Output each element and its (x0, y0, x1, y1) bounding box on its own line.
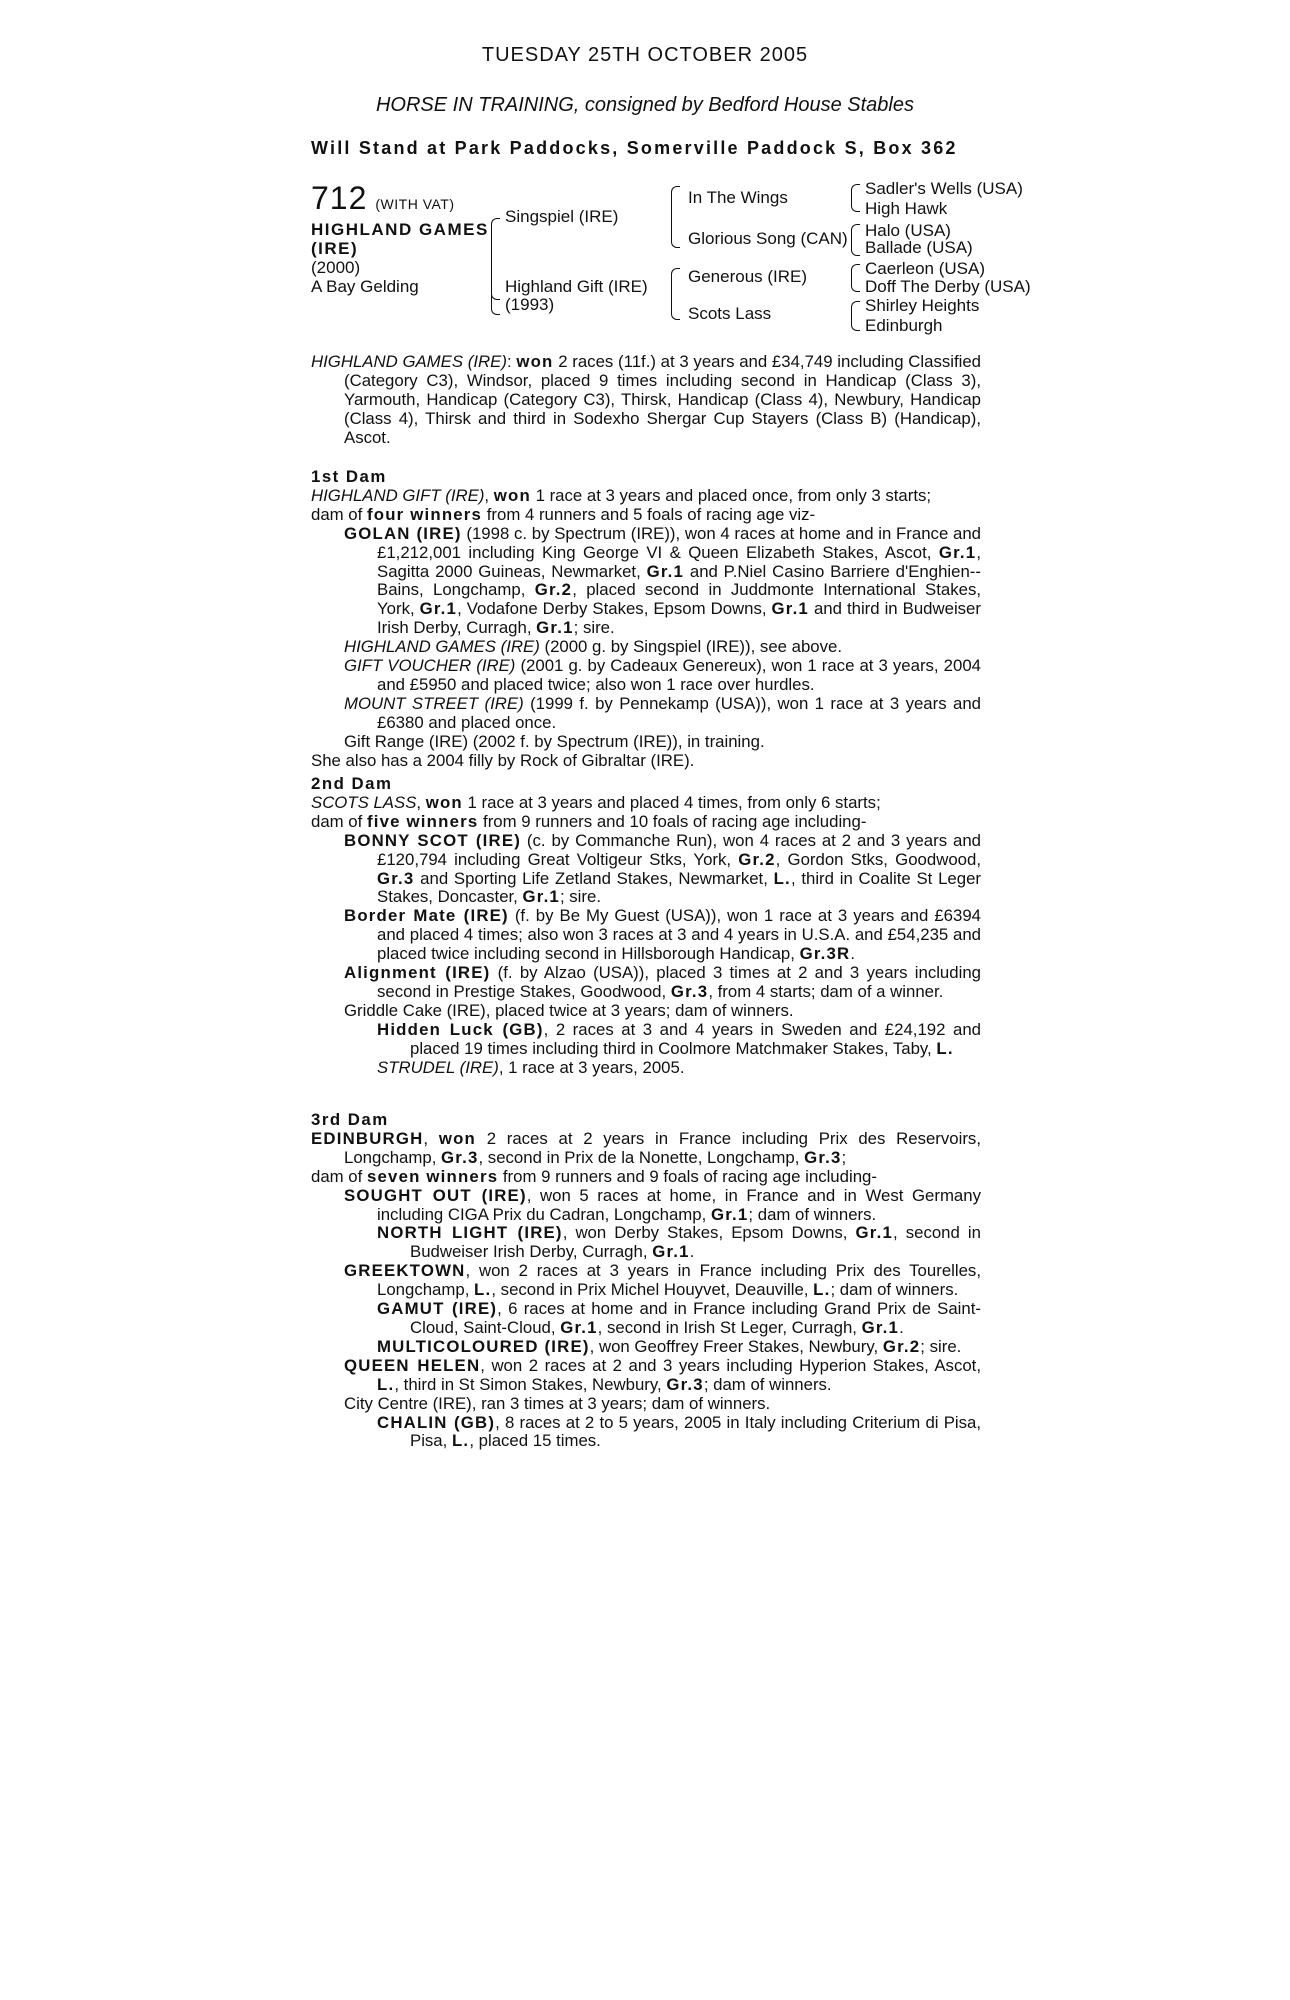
progeny-text: , won 5 races at home, in France and in West Germany including CIGA Prix du Cadran, Longchamp, (377, 1185, 981, 1224)
progeny-entry (311, 1357, 981, 1395)
grade: L. (936, 1038, 954, 1058)
section-heading: 2nd Dam (311, 774, 393, 793)
progeny-text: ; sire. (559, 887, 601, 907)
grade: Gr.2 (738, 849, 776, 869)
progeny-name: SOUGHT OUT (IRE) (344, 1185, 527, 1205)
progeny-text: , won Derby Stakes, Epsom Downs, (562, 1223, 856, 1243)
pedigree-dam: Highland Gift (IRE) (505, 277, 648, 296)
pedigree-dds: Shirley Heights (865, 296, 980, 315)
progeny-text: , from 4 starts; dam of a winner. (708, 981, 944, 1001)
pedigree-brace-ss (671, 186, 680, 248)
grade: Gr.3 (666, 1374, 704, 1394)
grade: Gr.3 (804, 1147, 842, 1167)
grade: Gr.3R (799, 944, 851, 964)
dam-text: dam of (311, 1166, 367, 1186)
summary-text: : (506, 352, 517, 371)
grade: L. (451, 1431, 470, 1451)
first-dam-section (311, 468, 981, 771)
pedigree-dsd: Doff The Derby (USA) (865, 277, 1031, 296)
pedigree-sds: Halo (USA) (865, 221, 951, 240)
progeny-entry (311, 1224, 981, 1262)
progeny-entry (311, 1338, 981, 1357)
progeny-text: , 6 races at home and in France including Grand Prix de Saint-Cloud, Saint-Cloud, (410, 1299, 981, 1337)
progeny-entry (311, 1300, 981, 1338)
progeny-name: GOLAN (IRE) (344, 523, 462, 543)
pedigree-dss: Caerleon (USA) (865, 259, 985, 278)
progeny-text: . (850, 944, 856, 964)
horse-identity (311, 220, 489, 296)
dam-text: 1 race at 3 years and placed once, from only 3 starts; (530, 485, 932, 505)
second-dam-section (311, 775, 981, 1078)
progeny-name: GAMUT (IRE) (377, 1299, 498, 1319)
dam-text: from 9 runners and 9 foals of racing age including- (498, 1166, 877, 1186)
progeny-text: (f. by Be My Guest (USA)), won 1 race at 3 years and £6394 and placed 4 times; also won 3 races at 3 and 4 years in U.S.A. and £54,235 and placed twice including second in Hillsborough Handicap, (377, 906, 981, 964)
pedigree-brace-dam (491, 258, 500, 315)
sale-date: TUESDAY 25TH OCTOBER 2005 (481, 44, 809, 66)
dam-text: from 4 runners and 5 foals of racing age viz- (482, 504, 816, 524)
progeny-name: GREEKTOWN (344, 1261, 466, 1281)
grade: Gr.3 (441, 1147, 479, 1167)
grade: Gr.1 (938, 542, 977, 562)
pedigree-ddd: Edinburgh (865, 316, 943, 335)
grade: Gr.2 (534, 580, 573, 600)
horse-name-line2: (IRE) (311, 239, 359, 258)
pedigree-sss: Sadler's Wells (USA) (865, 179, 1023, 198)
progeny-text: . (689, 1242, 695, 1262)
pedigree-brace-4 (851, 301, 860, 331)
pedigree-sdd: Ballade (USA) (865, 238, 973, 257)
won-label: won (425, 792, 463, 812)
progeny-text: (1999 f. by Pennekamp (USA)), won 1 race at 3 years and £6380 and placed once. (377, 693, 981, 732)
winners-count: five winners (366, 811, 479, 831)
progeny-name: MULTICOLOURED (IRE) (377, 1336, 590, 1356)
grade: Gr.3 (670, 981, 709, 1001)
progeny-entry (311, 1021, 981, 1059)
progeny-entry: Griddle Cake (IRE), placed twice at 3 years; dam of winners. (344, 1000, 794, 1020)
grade: Gr.1 (560, 1317, 598, 1337)
horse-description: A Bay Gelding (311, 277, 419, 296)
dam-text: 2 races at 2 years in France including Prix des Reservoirs, Longchamp, (344, 1128, 981, 1167)
grade: Gr.1 (522, 887, 560, 907)
grade: Gr.1 (710, 1204, 749, 1224)
progeny-name: NORTH LIGHT (IRE) (377, 1223, 563, 1243)
race-summary (311, 353, 981, 448)
progeny-text: and P.Niel Casino Barriere d'Enghien--Bains, Longchamp, (377, 561, 981, 600)
progeny-text: , second in Budweiser Irish Derby, Curragh, (410, 1223, 981, 1262)
progeny-text: , 8 races at 2 to 5 years, 2005 in Italy including Criterium di Pisa, Pisa, (410, 1412, 982, 1451)
progeny-name: MOUNT STREET (IRE) (344, 693, 524, 713)
pedigree-ssd: High Hawk (865, 199, 948, 218)
dam-name: EDINBURGH (311, 1128, 424, 1148)
dam-text: , (416, 792, 426, 812)
progeny-text: ; dam of winners. (703, 1374, 832, 1394)
vat-note: (WITH VAT) (375, 196, 455, 212)
progeny-name: HIGHLAND GAMES (IRE) (344, 637, 540, 657)
pedigree-brace-ds (671, 268, 680, 320)
pedigree-dam-year: (1993) (505, 295, 555, 314)
horse-name-line1: HIGHLAND GAMES (311, 220, 489, 239)
progeny-text: , won Geoffrey Freer Stakes, Newbury, (589, 1336, 883, 1356)
progeny-entry (311, 1059, 981, 1078)
progeny-entry (311, 638, 981, 657)
progeny-text: (f. by Alzao (USA)), placed 3 times at 2 and 3 years including second in Prestige Stakes, Goodwood, (377, 963, 981, 1001)
consignment-line: HORSE IN TRAINING, consigned by Bedford House Stables (375, 94, 914, 116)
pedigree-brace-2 (851, 224, 860, 256)
pedigree-sire: Singspiel (IRE) (505, 207, 619, 226)
progeny-text: ; dam of winners. (748, 1204, 877, 1224)
progeny-text: , placed second in Juddmonte International Stakes, York, (377, 580, 982, 619)
progeny-entry (311, 695, 981, 733)
progeny-name: CHALIN (GB) (377, 1412, 496, 1432)
pedigree-sire-sire: In The Wings (688, 188, 788, 207)
dam-text: from 9 runners and 10 foals of racing age including- (478, 811, 867, 831)
grade: Gr.1 (646, 561, 685, 581)
dam-name: HIGHLAND GIFT (IRE) (311, 485, 485, 505)
progeny-text: (2000 g. by Singspiel (IRE)), see above. (539, 637, 843, 657)
progeny-text: ; sire. (573, 618, 615, 638)
summary-text: 2 races (11f.) at 3 years and £34,749 including Classified (Category C3), Windsor, placed 9 times including second in Handicap (Class 3), Yarmouth, Handicap (Category C3), Thirsk, Handicap (Class 4), Newbury, Handicap (Class 4), Thirsk and third in Sodexho Shergar Cup Stayers (Class B) (Handicap), Ascot. (344, 352, 982, 447)
dam-text: dam of (311, 811, 367, 831)
progeny-text: , third in St Simon Stakes, Newbury, (394, 1374, 667, 1394)
grade: L. (474, 1280, 492, 1300)
progeny-entry (311, 1187, 981, 1225)
progeny-entry (311, 657, 981, 695)
progeny-name: STRUDEL (IRE) (377, 1057, 499, 1077)
section-heading: 3rd Dam (311, 1110, 389, 1129)
progeny-name: Hidden Luck (GB) (377, 1019, 544, 1039)
pedigree-dam-dam: Scots Lass (688, 304, 772, 323)
progeny-text: and Sporting Life Zetland Stakes, Newmarket, (414, 868, 774, 888)
progeny-text: , second in Prix Michel Houyvet, Deauville, (491, 1280, 814, 1300)
grade: Gr.3 (377, 868, 415, 888)
grade: Gr.1 (861, 1317, 900, 1337)
also-note: She also has a 2004 filly by Rock of Gibraltar (IRE). (311, 750, 695, 770)
progeny-text: . (899, 1317, 904, 1337)
progeny-text: ; dam of winners. (830, 1280, 959, 1300)
progeny-text: (c. by Commanche Run), won 4 races at 2 and 3 years and £120,794 including Great Voltigeur Stks, York, (377, 830, 981, 869)
progeny-entry (311, 1414, 981, 1452)
progeny-text: (1998 c. by Spectrum (IRE)), won 4 races at home and in France and £1,212,001 including King George VI & Queen Elizabeth Stakes, Ascot, (377, 523, 981, 562)
horse-year: (2000) (311, 258, 361, 277)
pedigree-brace-3 (851, 264, 860, 292)
progeny-text: , 1 race at 3 years, 2005. (498, 1057, 685, 1077)
dam-text: ; (841, 1147, 847, 1167)
winners-count: four winners (366, 504, 483, 524)
stand-location: Will Stand at Park Paddocks, Somerville Paddock S, Box 362 (311, 138, 958, 158)
dam-text: dam of (311, 504, 367, 524)
progeny-text: and third in Budweiser Irish Derby, Curragh, (377, 599, 981, 638)
progeny-name: QUEEN HELEN (344, 1355, 481, 1375)
progeny-entry (311, 1262, 981, 1300)
dam-text: , (423, 1128, 439, 1148)
won-label: won (438, 1128, 476, 1148)
progeny-entry: City Centre (IRE), ran 3 times at 3 years; dam of winners. (344, 1393, 771, 1413)
progeny-name: Border Mate (IRE) (344, 906, 509, 926)
progeny-entry (311, 832, 981, 908)
progeny-text: , won 2 races at 2 and 3 years including Hyperion Stakes, Ascot, (480, 1355, 981, 1375)
dam-line (311, 1130, 981, 1168)
progeny-entry (311, 907, 981, 964)
winners-count: seven winners (366, 1166, 499, 1186)
pedigree-sire-dam: Glorious Song (CAN) (688, 229, 848, 248)
section-heading: 1st Dam (311, 467, 387, 486)
lot-number: 712 (311, 180, 368, 216)
grade: Gr.2 (882, 1336, 921, 1356)
dam-text: , (484, 485, 494, 505)
grade: Gr.1 (652, 1242, 690, 1262)
dam-text: , second in Prix de la Nonette, Longchamp, (478, 1147, 805, 1167)
progeny-text: , third in Coalite St Leger Stakes, Doncaster, (377, 868, 981, 907)
progeny-name: Alignment (IRE) (344, 963, 491, 983)
summary-won: won (516, 352, 554, 371)
grade: L. (773, 868, 791, 888)
dam-text: 1 race at 3 years and placed 4 times, from only 6 starts; (462, 792, 881, 812)
grade: L. (813, 1280, 831, 1300)
progeny-text: , Sagitta 2000 Guineas, Newmarket, (377, 542, 981, 581)
won-label: won (493, 485, 531, 505)
grade: Gr.1 (419, 599, 458, 619)
progeny-text: , second in Irish St Leger, Curragh, (597, 1317, 862, 1337)
progeny-entry: Gift Range (IRE) (2002 f. by Spectrum (IRE)), in training. (344, 731, 765, 751)
lot-heading (311, 180, 455, 217)
progeny-text: , Gordon Stks, Goodwood, (775, 849, 981, 869)
progeny-text: (2001 g. by Cadeaux Genereux), won 1 race at 3 years, 2004 and £5950 and placed twice; also won 1 race over hurdles. (377, 656, 981, 694)
third-dam-section (311, 1111, 981, 1451)
progeny-entry (311, 525, 981, 638)
progeny-name: BONNY SCOT (IRE) (344, 830, 522, 850)
grade: Gr.1 (855, 1223, 893, 1243)
progeny-entry (311, 964, 981, 1002)
progeny-name: GIFT VOUCHER (IRE) (344, 656, 516, 676)
pedigree-brace-1 (851, 184, 860, 212)
summary-horse-name: HIGHLAND GAMES (IRE) (311, 352, 507, 371)
dam-name: SCOTS LASS (311, 792, 417, 812)
progeny-text: ; sire. (920, 1336, 962, 1356)
progeny-text: , Vodafone Derby Stakes, Epsom Downs, (457, 599, 772, 619)
grade: Gr.1 (536, 618, 574, 638)
progeny-text: , 2 races at 3 and 4 years in Sweden and £24,192 and placed 19 times including third in Coolmore Matchmaker Stakes, Taby, (410, 1019, 981, 1058)
pedigree-dam-sire: Generous (IRE) (688, 267, 808, 286)
progeny-text: , placed 15 times. (469, 1431, 601, 1451)
grade: L. (377, 1374, 395, 1394)
grade: Gr.1 (771, 599, 809, 619)
progeny-text: , won 2 races at 3 years in France including Prix des Tourelles, Longchamp, (377, 1261, 981, 1300)
